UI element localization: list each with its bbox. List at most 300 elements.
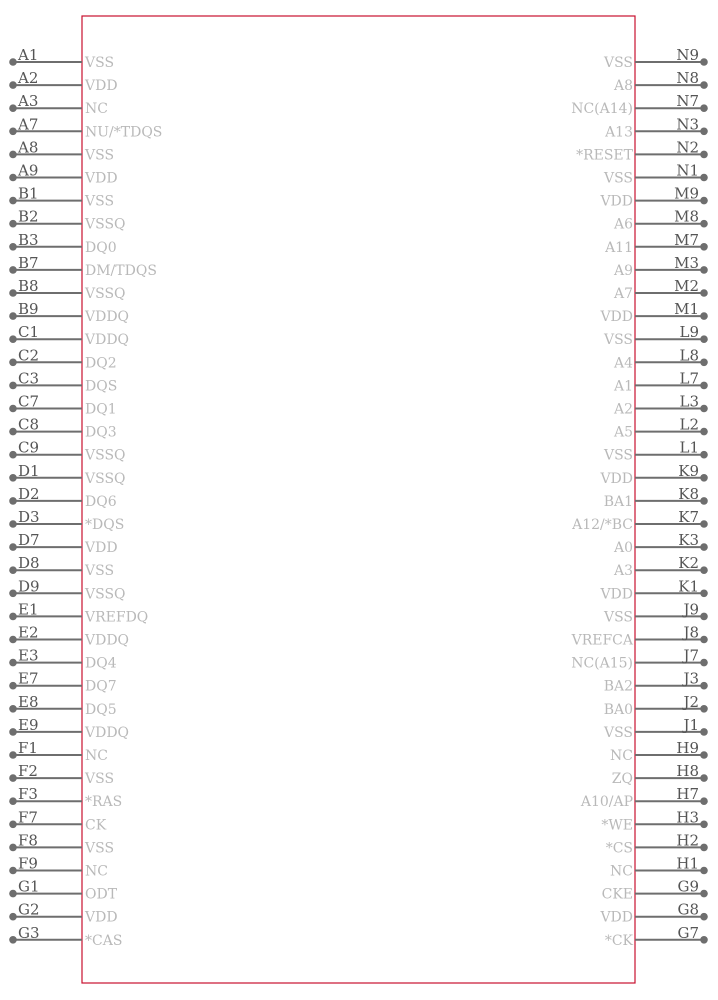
pin-D1 [9,462,125,487]
pin-H2 [606,831,708,856]
pin-name: VDD [600,586,633,603]
pin-K1 [599,577,707,602]
pin-name: A11 [605,239,633,256]
pin-number: J3 [683,669,699,688]
pin-L7 [613,369,708,394]
pin-end-dot [9,128,17,136]
pin-end-dot [9,312,17,320]
pin-name: DQ4 [85,655,117,672]
pin-number: F2 [18,762,38,781]
pin-end-dot [700,913,708,921]
pin-name: NC [85,748,108,764]
pin-end-dot [9,797,17,805]
pin-name: *RAS [85,794,123,811]
pin-number: N1 [676,161,699,180]
pin-name: VSS [85,193,115,210]
pin-name: DQ7 [85,678,117,695]
pin-name: VSS [85,771,115,788]
pin-number: F1 [18,739,38,757]
pin-B9 [9,300,129,325]
pin-name: A7 [613,286,633,302]
pin-number: K9 [678,461,699,480]
pin-end-dot [700,774,708,782]
pin-end-dot [9,590,17,598]
pin-name: DQ5 [85,701,117,718]
pin-name: DQ6 [85,493,117,510]
pin-number: G8 [677,900,699,919]
pin-number: J7 [683,646,699,665]
pin-G1 [9,878,118,903]
pin-name: VDD [600,309,633,326]
pin-number: E9 [18,715,39,734]
pin-N7 [571,92,708,117]
pin-number: F3 [18,785,38,804]
pin-number: C3 [18,369,40,388]
pin-number: H7 [676,785,699,804]
pin-name: BA1 [603,493,633,510]
pin-end-dot [700,428,708,436]
pin-name: VSSQ [85,286,126,302]
pin-name: A4 [613,355,633,372]
pin-end-dot [700,104,708,112]
pin-A9 [9,162,117,187]
pin-G7 [605,924,708,949]
pin-H1 [610,855,708,880]
pin-number: D8 [18,554,40,573]
pin-name: VSS [603,609,633,626]
pin-J7 [571,647,708,672]
pin-number: E1 [18,600,39,619]
pin-M8 [613,208,708,233]
pin-number: H1 [676,854,699,873]
pin-number: B3 [18,230,39,249]
pin-number: B8 [18,277,39,295]
pin-name: VREFCA [571,632,633,649]
pin-number: M9 [674,184,699,203]
pin-K9 [599,462,707,487]
pin-D8 [9,554,114,579]
pin-J2 [604,693,708,718]
pin-end-dot [700,590,708,598]
pin-end-dot [9,151,17,159]
pin-end-dot [700,220,708,228]
pin-name: DQ1 [85,401,117,418]
pin-L9 [603,323,708,348]
pin-H9 [610,739,708,764]
pin-L8 [613,346,708,371]
pin-number: F8 [18,831,38,850]
pin-B2 [9,208,125,233]
pin-end-dot [9,497,17,505]
pin-name: VDDQ [85,309,130,326]
pin-number: K3 [678,531,699,550]
pin-number: A8 [18,138,39,157]
pin-end-dot [9,104,17,112]
pin-name: VDDQ [85,724,130,741]
pin-end-dot [9,382,17,390]
pin-end-dot [9,636,17,644]
pin-number: D7 [18,531,40,550]
pin-name: VSS [603,55,633,71]
pin-name: A10/AP [580,794,633,811]
pin-E7 [9,670,116,695]
pin-C7 [9,393,116,418]
pin-H3 [601,808,707,833]
pin-end-dot [700,520,708,528]
pin-B7 [9,254,157,279]
pin-name: NU/*TDQS [85,124,163,141]
pin-J8 [571,624,708,649]
pin-end-dot [700,312,708,320]
pin-end-dot [9,266,17,274]
pin-end-dot [700,474,708,482]
pin-end-dot [700,497,708,505]
pin-number: A7 [18,115,39,134]
pin-number: F9 [18,854,38,873]
pin-name: ZQ [611,771,633,788]
pin-E2 [9,624,129,649]
pin-M7 [604,231,708,256]
pin-F3 [9,785,122,810]
pin-number: B2 [18,207,39,226]
pin-end-dot [9,867,17,875]
pin-number: L2 [679,415,699,434]
pin-end-dot [700,81,708,89]
pin-name: *CK [604,932,633,949]
pin-end-dot [9,428,17,436]
pin-A1 [9,46,114,71]
pin-end-dot [700,636,708,644]
pin-name: VDD [85,909,118,926]
pin-name: DQS [85,378,118,395]
pin-name: VDD [85,78,118,95]
pin-name: VSS [603,332,633,349]
pin-number: A2 [18,69,39,88]
pin-H8 [612,762,708,787]
pin-name: VDD [85,170,118,187]
pin-name: *RESET [576,147,633,164]
pin-J9 [603,600,708,625]
pin-end-dot [700,844,708,852]
pin-number: N9 [676,46,699,64]
pin-number: H9 [676,739,699,757]
pin-name: *DQS [85,517,125,533]
pin-end-dot [9,613,17,621]
pin-K8 [604,485,708,510]
pin-end-dot [700,566,708,574]
pin-K3 [613,531,708,556]
pin-number: L9 [679,323,699,342]
pin-D7 [9,531,117,556]
pin-number: E8 [18,692,39,711]
pin-name: VSSQ [85,447,126,464]
pin-end-dot [9,405,17,413]
pin-number: G1 [18,877,40,896]
pin-name: DQ2 [85,355,117,372]
pin-number: B7 [18,253,39,272]
pin-M9 [599,185,707,210]
pin-number: K1 [678,577,699,596]
pin-number: D2 [18,484,40,503]
pin-name: A0 [613,540,633,557]
pin-E3 [9,647,117,672]
pin-end-dot [700,936,708,944]
pin-number: M2 [674,277,699,295]
pin-name: *CS [605,840,633,857]
pin-end-dot [9,474,17,482]
pin-A7 [9,115,162,140]
pin-B1 [9,185,114,210]
ic-body-outline [82,16,635,983]
pin-end-dot [9,359,17,367]
pin-number: J1 [683,715,699,734]
pin-name: VSS [85,563,115,580]
pin-name: VSS [603,724,633,741]
pin-number: B1 [18,184,39,203]
pin-name: NC [610,863,633,880]
pin-end-dot [9,936,17,944]
right-pin-group [571,46,708,949]
pin-end-dot [9,751,17,759]
pin-F7 [9,808,107,833]
pin-M3 [613,254,708,279]
pin-number: J2 [683,692,699,711]
pin-end-dot [9,174,17,182]
pin-F2 [9,762,114,787]
pin-end-dot [9,566,17,574]
pin-number: H2 [676,831,699,850]
pin-F8 [9,831,114,856]
pin-K2 [613,554,708,579]
pin-name: A1 [613,378,633,395]
pin-name: VDD [600,470,633,487]
pin-end-dot [700,128,708,136]
pin-name: DQ3 [85,424,117,441]
pin-number: G9 [677,877,699,896]
pin-name: BA0 [603,701,633,718]
pin-name: NC(A15) [571,655,633,672]
pin-number: M8 [674,207,699,226]
pin-D2 [9,485,117,510]
pin-name: A13 [605,124,633,141]
pin-C2 [9,346,116,371]
pin-end-dot [9,705,17,713]
pin-name: BA2 [603,678,633,695]
pin-number: H8 [676,762,699,781]
pin-name: CKE [601,886,633,903]
pin-name: A3 [613,563,633,580]
pin-number: G7 [677,923,699,942]
pin-number: N8 [676,69,699,88]
pin-number: K8 [678,484,699,503]
pin-E8 [9,693,116,718]
left-pin-group [9,46,162,949]
pin-number: M1 [674,300,699,319]
pin-A2 [9,69,117,94]
pin-end-dot [700,197,708,205]
pin-L1 [603,439,708,464]
pin-number: E3 [18,646,39,665]
pin-number: D1 [18,461,40,480]
pin-name: *WE [601,817,633,834]
pin-end-dot [9,913,17,921]
pin-name: VDD [85,540,118,557]
pin-name: VSS [85,55,115,71]
pin-name: VDD [600,909,633,926]
pin-end-dot [9,197,17,205]
pin-number: B9 [18,300,39,319]
pin-name: DM/TDQS [85,262,157,279]
pin-end-dot [9,844,17,852]
pin-B8 [9,277,125,302]
pin-number: L8 [679,346,699,365]
pin-number: J9 [683,600,699,619]
pin-end-dot [700,659,708,667]
pin-end-dot [9,543,17,551]
pin-number: J8 [683,623,699,642]
pin-end-dot [700,751,708,759]
pin-end-dot [700,728,708,736]
pin-end-dot [9,58,17,66]
pin-D9 [9,577,125,602]
pin-number: M3 [674,253,699,272]
pin-B3 [9,231,116,256]
pin-number: K2 [678,554,699,573]
pin-name: VSS [85,147,115,164]
pin-end-dot [700,405,708,413]
pin-name: VSSQ [85,586,126,603]
pin-number: N3 [676,115,699,134]
pin-end-dot [700,174,708,182]
pin-number: L7 [679,369,699,388]
pin-name: A9 [613,262,633,279]
pin-end-dot [9,659,17,667]
pin-end-dot [9,520,17,528]
pin-number: L3 [679,392,699,411]
pin-number: N7 [676,92,699,111]
pin-name: NC(A14) [571,101,633,118]
pin-name: A12/*BC [572,517,633,533]
pin-number: C9 [18,438,40,457]
pin-end-dot [700,705,708,713]
pin-name: NC [610,748,633,764]
pin-name: VDDQ [85,332,130,349]
pin-end-dot [700,543,708,551]
pin-A3 [9,92,108,117]
pin-end-dot [700,821,708,829]
pin-number: N2 [676,138,699,157]
pin-name: A8 [613,78,633,95]
pin-G2 [9,901,117,926]
pin-end-dot [9,335,17,343]
pin-end-dot [9,451,17,459]
pin-number: K7 [678,508,699,526]
pin-G9 [602,878,708,903]
pin-end-dot [9,682,17,690]
pin-number: D3 [18,508,40,526]
pin-name: A6 [613,216,633,233]
pin-end-dot [9,289,17,297]
pin-end-dot [700,359,708,367]
pin-N1 [603,162,708,187]
pin-name: VSS [85,840,115,857]
pin-end-dot [9,821,17,829]
pin-number: A3 [18,92,39,111]
pin-number: G2 [18,900,40,919]
pin-A8 [9,138,114,163]
pin-F9 [9,855,108,880]
pin-G3 [9,924,122,949]
pin-number: L1 [679,438,699,457]
pin-E9 [9,716,129,741]
pin-name: DQ0 [85,239,117,256]
pin-name: VSSQ [85,216,126,233]
pin-E1 [9,600,148,625]
pin-name: A2 [613,401,633,418]
pin-C1 [9,323,129,348]
pin-number: F7 [18,808,38,827]
pin-C9 [9,439,125,464]
pin-M2 [613,277,708,302]
pin-K7 [571,508,708,533]
pin-number: A9 [18,161,39,180]
pin-name: VREFDQ [85,609,149,626]
pin-end-dot [700,867,708,875]
pin-H7 [580,785,708,810]
pin-number: E2 [18,623,39,642]
pin-end-dot [700,451,708,459]
pin-C3 [9,369,117,394]
pin-number: M7 [674,230,699,249]
pin-N3 [604,115,708,140]
pin-end-dot [700,382,708,390]
pin-number: C7 [18,392,40,411]
pin-end-dot [9,243,17,251]
pin-G8 [599,901,707,926]
pin-number: C8 [18,415,40,434]
pin-D3 [9,508,124,533]
pin-end-dot [700,890,708,898]
pin-name: ODT [85,886,118,903]
pin-name: VDDQ [85,632,130,649]
pin-number: A1 [18,46,39,64]
pin-end-dot [700,243,708,251]
pin-name: VDD [600,193,633,210]
pin-end-dot [9,220,17,228]
pin-end-dot [700,58,708,66]
pin-end-dot [700,289,708,297]
pin-end-dot [9,890,17,898]
pin-N8 [613,69,708,94]
pin-L2 [613,416,708,441]
pin-name: NC [85,101,108,118]
pin-end-dot [700,797,708,805]
pin-end-dot [700,151,708,159]
pin-L3 [613,393,708,418]
pin-end-dot [700,335,708,343]
pin-end-dot [9,728,17,736]
pin-number: D9 [18,577,40,596]
pin-end-dot [9,774,17,782]
pin-J3 [604,670,708,695]
pin-name: NC [85,863,108,880]
pin-name: VSSQ [85,470,126,487]
pin-end-dot [9,81,17,89]
pin-J1 [603,716,708,741]
pin-number: C1 [18,323,40,342]
pin-name: A5 [613,424,633,441]
pin-name: VSS [603,170,633,187]
